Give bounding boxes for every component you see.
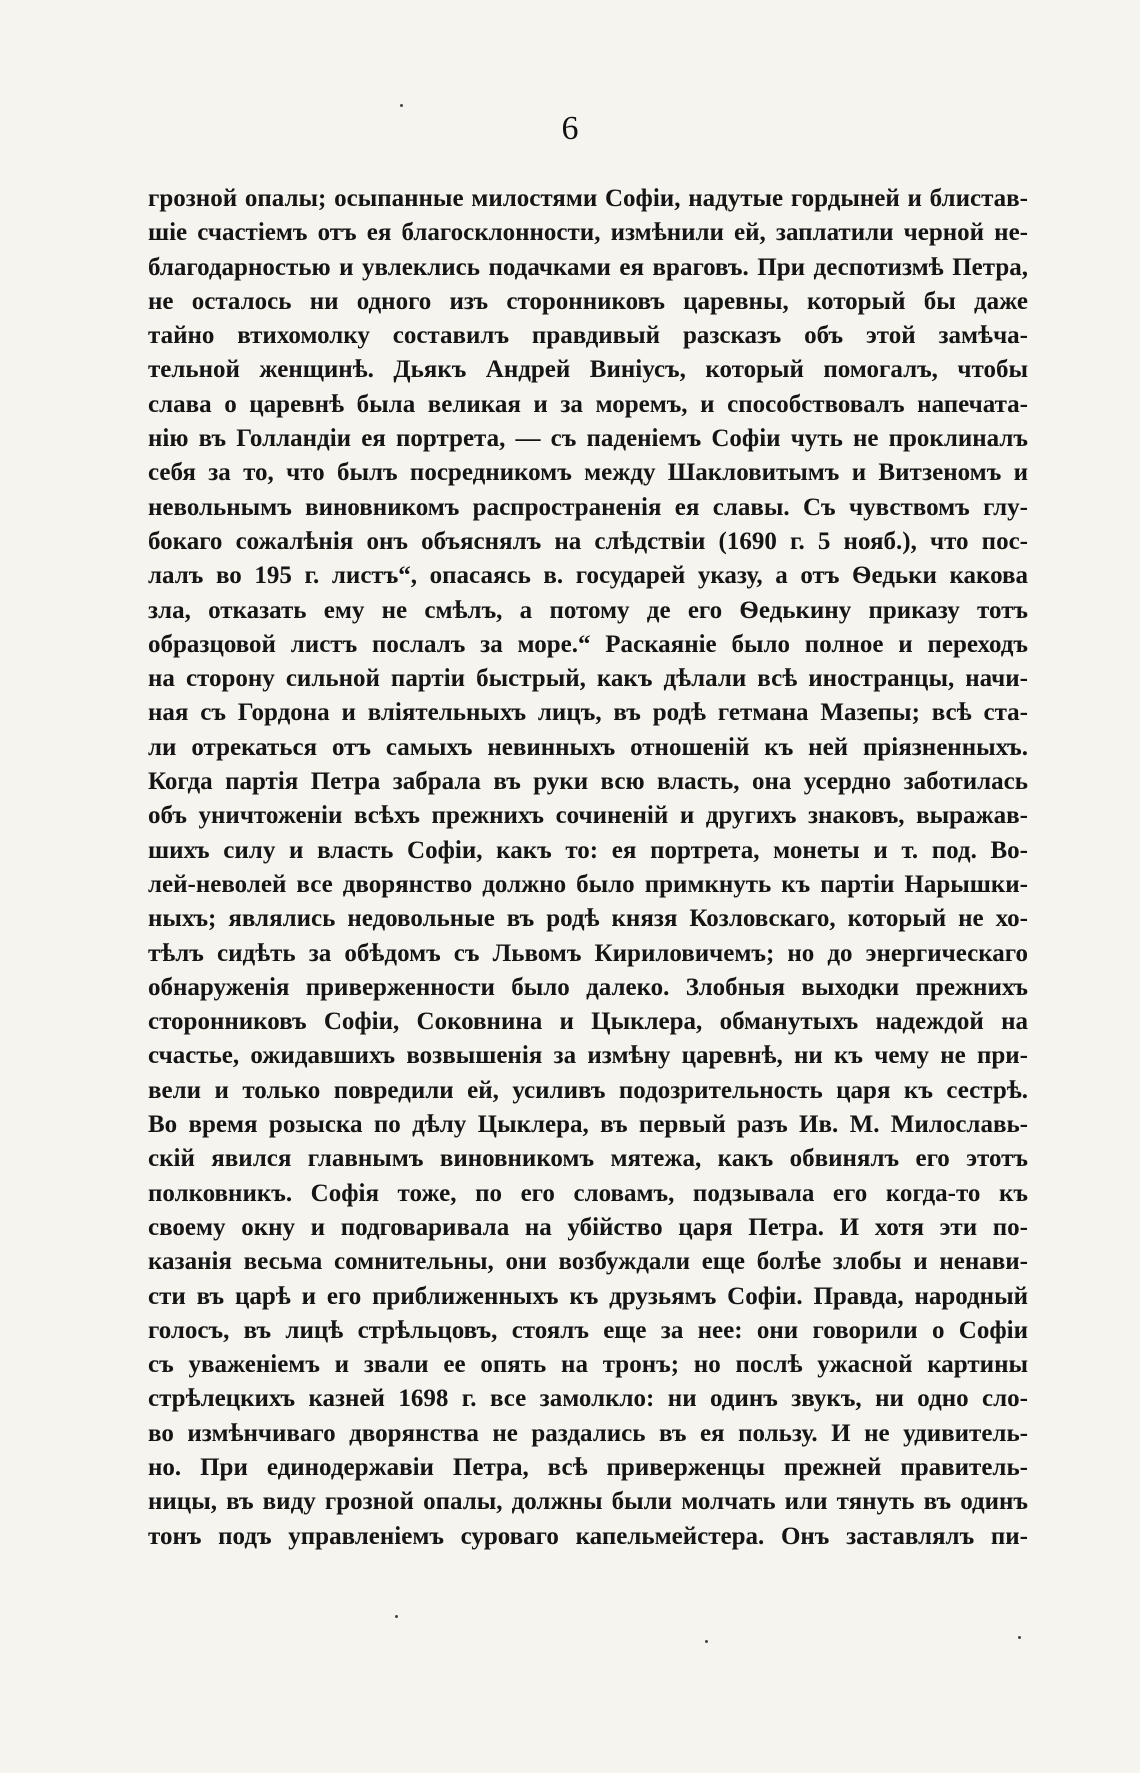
text-line: нію въ Голландіи ея портрета, — съ паденіемъ Софіи чуть не проклиналъ — [148, 425, 1028, 453]
text-line: лалъ во 195 г. листъ“, опасаясь в. государей указу, а отъ Ѳедьки какова — [148, 562, 1028, 590]
text-line: шихъ силу и власть Софіи, какъ то: ея портрета, монеты и т. под. Во- — [148, 836, 1028, 864]
text-line: полковникъ. Софія тоже, по его словамъ, подзывала его когда-то къ — [148, 1179, 1028, 1207]
text-line: стрѣлецкихъ казней 1698 г. все замолкло: ни одинъ звукъ, ни одно сло- — [148, 1385, 1028, 1413]
text-line: объ уничтоженіи всѣхъ прежнихъ сочиненій и другихъ знаковъ, выражав- — [148, 802, 1028, 830]
text-line: ли отрекаться отъ самыхъ невинныхъ отношеній къ ней пріязненныхъ. — [148, 733, 1028, 761]
text-line: своему окну и подговаривала на убійство царя Петра. И хотя эти по- — [148, 1213, 1028, 1241]
text-line: тельной женщинѣ. Дьякъ Андрей Виніусъ, который помогалъ, чтобы — [148, 356, 1028, 384]
text-line: вели и только повредили ей, усиливъ подозрительность царя къ сестрѣ. — [148, 1076, 1028, 1104]
text-line: во измѣнчиваго дворянства не раздались въ ея пользу. И не удивитель- — [148, 1419, 1028, 1447]
text-line: но. При единодержавіи Петра, всѣ приверженцы прежней правитель- — [148, 1453, 1028, 1481]
text-line: невольнымъ виновникомъ распространенія ея славы. Съ чувствомъ глу- — [148, 493, 1028, 521]
page-number: 6 — [561, 110, 579, 147]
text-line: обнаруженія приверженности было далеко. Злобныя выходки прежнихъ — [148, 973, 1028, 1001]
print-speck — [400, 104, 403, 107]
text-line: благодарностью и увлеклись подачками ея враговъ. При деспотизмѣ Петра, — [148, 253, 1028, 281]
text-line: тонъ подъ управленіемъ суроваго капельмейстера. Онъ заставлялъ пи- — [148, 1522, 1028, 1550]
text-line: скій явился главнымъ виновникомъ мятежа, какъ обвинялъ его этотъ — [148, 1145, 1028, 1173]
text-line: казанія весьма сомнительны, они возбуждали еще болѣе злобы и ненави- — [148, 1248, 1028, 1276]
text-line: образцовой листъ послалъ за море.“ Раскаяніе было полное и переходъ — [148, 630, 1028, 658]
text-line: зла, отказать ему не смѣлъ, а потому де его Ѳедькину приказу тотъ — [148, 596, 1028, 624]
text-line: ная съ Гордона и вліятельныхъ лицъ, въ родѣ гетмана Мазепы; всѣ ста- — [148, 699, 1028, 727]
text-line: себя за то, что былъ посредникомъ между Шакловитымъ и Витзеномъ и — [148, 459, 1028, 487]
text-line: тѣлъ сидѣть за обѣдомъ съ Львомъ Кириловичемъ; но до энергическаго — [148, 939, 1028, 967]
text-line: съ уваженіемъ и звали ее опять на тронъ; но послѣ ужасной картины — [148, 1351, 1028, 1379]
text-line: ницы, въ виду грозной опалы, должны были молчать или тянуть въ одинъ — [148, 1488, 1028, 1516]
text-line: сторонниковъ Софіи, Соковнина и Цыклера, обманутыхъ надеждой на — [148, 1008, 1028, 1036]
body-text — [148, 182, 1028, 1554]
text-line: счастье, ожидавшихъ возвышенія за измѣну царевнѣ, ни къ чему не при- — [148, 1042, 1028, 1070]
text-line: не осталось ни одного изъ сторонниковъ царевны, который бы даже — [148, 287, 1028, 315]
text-line: Во время розыска по дѣлу Цыклера, въ первый разъ Ив. М. Милославь- — [148, 1111, 1028, 1139]
text-line: Когда партія Петра забрала въ руки всю власть, она усердно заботилась — [148, 768, 1028, 796]
text-line: грозной опалы; осыпанные милостями Софіи, надутые гордыней и блистав- — [148, 185, 1028, 212]
print-speck — [395, 1615, 398, 1618]
text-line: тайно втихомолку составилъ правдивый разсказъ объ этой замѣча- — [148, 322, 1028, 350]
text-line: шіе счастіемъ отъ ея благосклонности, измѣнили ей, заплатили черной не- — [148, 219, 1028, 247]
print-speck — [1018, 1636, 1021, 1639]
text-line: ныхъ; являлись недовольные въ родѣ князя Козловскаго, который не хо- — [148, 905, 1028, 933]
text-line: сти въ царѣ и его приближенныхъ къ друзьямъ Софіи. Правда, народный — [148, 1282, 1028, 1310]
text-line: лей-неволей все дворянство должно было примкнуть къ партіи Нарышки- — [148, 870, 1028, 898]
print-speck — [705, 1640, 708, 1643]
text-line: на сторону сильной партіи быстрый, какъ дѣлали всѣ иностранцы, начи- — [148, 665, 1028, 693]
text-line: бокаго сожалѣнія онъ объяснялъ на слѣдствіи (1690 г. 5 нояб.), что пос- — [148, 527, 1028, 555]
text-line: слава о царевнѣ была великая и за моремъ, и способствовалъ напечата- — [148, 390, 1028, 418]
text-line: голосъ, въ лицѣ стрѣльцовъ, стоялъ еще за нее: они говорили о Софіи — [148, 1316, 1028, 1344]
